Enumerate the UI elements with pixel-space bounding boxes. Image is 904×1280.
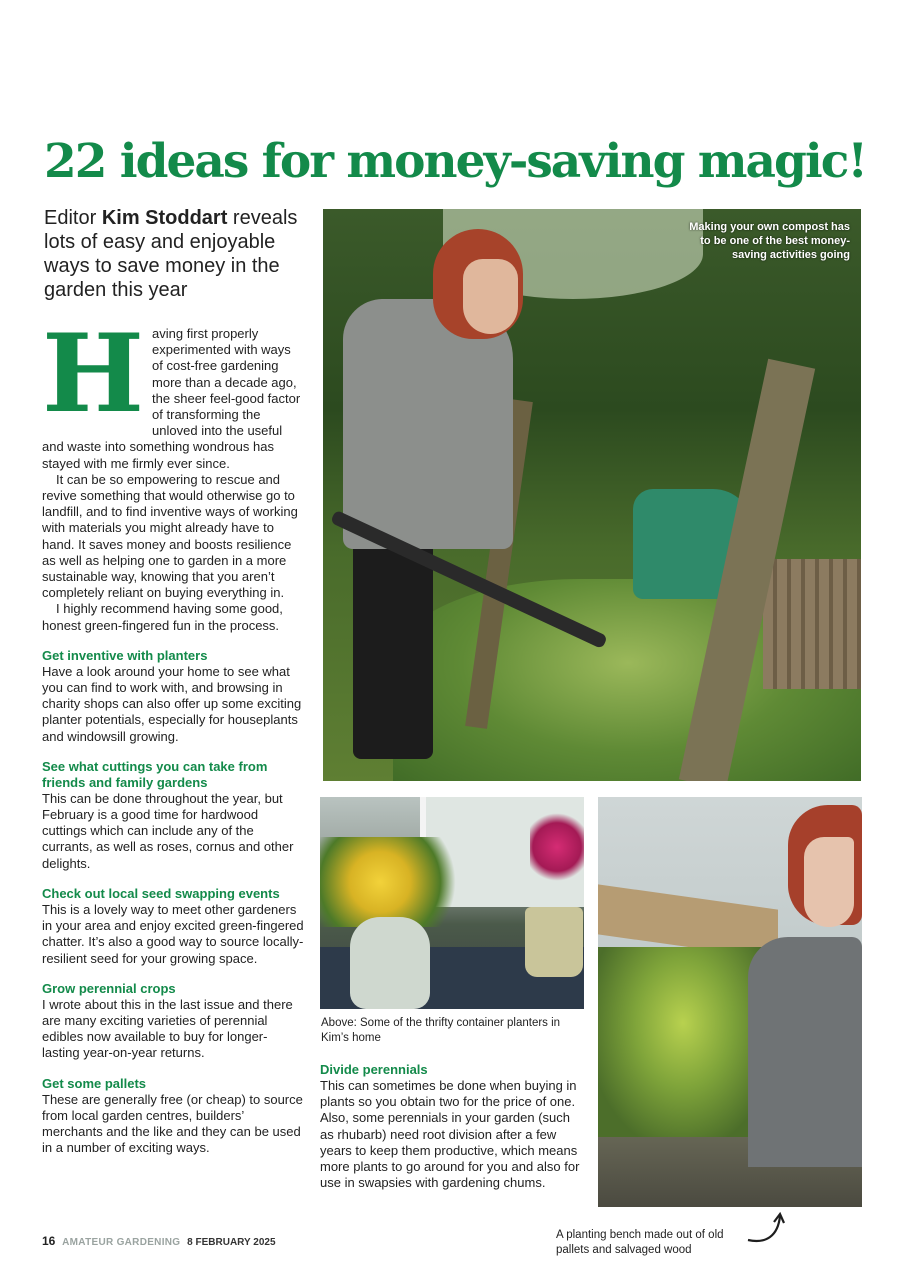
intro-paragraph-3: I highly recommend having some good, honest green-fingered fun in the process. [42, 601, 283, 633]
section-text: This can be done throughout the year, but February is a good time for hardwood cuttings which can include any of the currants, as well as roses, cornus and other delights. [42, 790, 294, 871]
page-footer [42, 1234, 276, 1248]
planting-bench-photo [598, 797, 862, 1207]
section-heading: Get inventive with planters [42, 647, 208, 663]
section-text: I wrote about this in the last issue and there are many exciting varieties of perennial edibles now available to buy for longer-lasting year-on-year returns. [42, 996, 293, 1061]
planters-caption [321, 1016, 583, 1046]
standfirst-post: reveals lots of easy and enjoyable ways to save money in the garden this year [44, 207, 298, 301]
section-heading: Get some pallets [42, 1075, 147, 1091]
photo-crates [763, 559, 861, 689]
drop-cap: H [42, 311, 145, 437]
photo-person-legs [353, 539, 433, 759]
photo-yellow-flowers [320, 837, 470, 927]
bench-caption: A planting bench made out of old pallets and salvaged wood [556, 1229, 724, 1256]
photo-person-face [463, 259, 518, 334]
main-photo-caption: Making your own compost has to be one of the best money-saving activities going [689, 221, 850, 261]
section-heading: Grow perennial crops [42, 980, 176, 996]
page-number: 16 [42, 1234, 56, 1248]
curved-arrow-icon [744, 1210, 788, 1246]
section-heading: See what cuttings you can take from friends and family gardens [42, 758, 268, 790]
photo-person-face [804, 837, 854, 927]
headline: 22 ideas for money-saving magic! [44, 134, 866, 189]
intro-text-1: aving first properly experimented with ways of cost-free gardening more than a decade ago, the sheer feel-good factor of transforming the unloved into the useful and waste into something wondrous has stayed with me firmly ever since. [42, 326, 301, 471]
section-text: Have a look around your home to see what you can find to work with, and browsing in charity shops can also offer up some exciting planter potentials, especially for houseplants and windowsill growing. [42, 663, 302, 744]
section-heading: Divide perennials [320, 1062, 428, 1077]
section-text: This can sometimes be done when buying in plants so you obtain two for the price of one. Also, some perennials in your garden (such as rhubarb) need root division after a few years to keep them productive, which means more plants to go around for you and also for use in swapsies with gardening chums. [320, 1078, 580, 1191]
caption-lead: Above: [321, 1017, 360, 1029]
section-text: This is a lovely way to meet other gardeners in your area and enjoy excited green-fingered chatter. It’s also a good way to source locally-resilient seed for your growing space. [42, 901, 304, 966]
photo-cyclamen [530, 807, 584, 887]
divide-section [320, 1062, 584, 1191]
author-name: Kim Stoddart [101, 207, 228, 229]
standfirst [44, 206, 312, 302]
article-body [42, 311, 304, 1156]
standfirst-pre: Editor [44, 207, 102, 229]
photo-jug-planter [350, 917, 430, 1009]
section-heading: Check out local seed swapping events [42, 885, 280, 901]
intro-paragraph-1 [42, 311, 304, 472]
compost-photo [323, 209, 861, 781]
section-text: These are generally free (or cheap) to source from local garden centres, builders’ merchants and the like and they can be used in a number of exciting ways. [42, 1091, 303, 1156]
issue-date: 8 FEBRUARY 2025 [187, 1237, 276, 1248]
photo-person [748, 937, 862, 1167]
intro-paragraph-2: It can be so empowering to rescue and revive something that would otherwise go to landfill, and to find inventive ways of working with materials you might already have to hand. It saves money and boosts resilience as well as helping one to garden in a more sustainable way, knowing that you aren’t completely reliant on buying everything in. [42, 471, 298, 601]
container-planters-photo [320, 797, 584, 1009]
photo-pot [525, 907, 583, 977]
caption-text: Some of the thrifty container planters in Kim’s home [321, 1017, 561, 1044]
photo-seedlings [598, 947, 768, 1137]
magazine-name: AMATEUR GARDENING [62, 1237, 181, 1248]
